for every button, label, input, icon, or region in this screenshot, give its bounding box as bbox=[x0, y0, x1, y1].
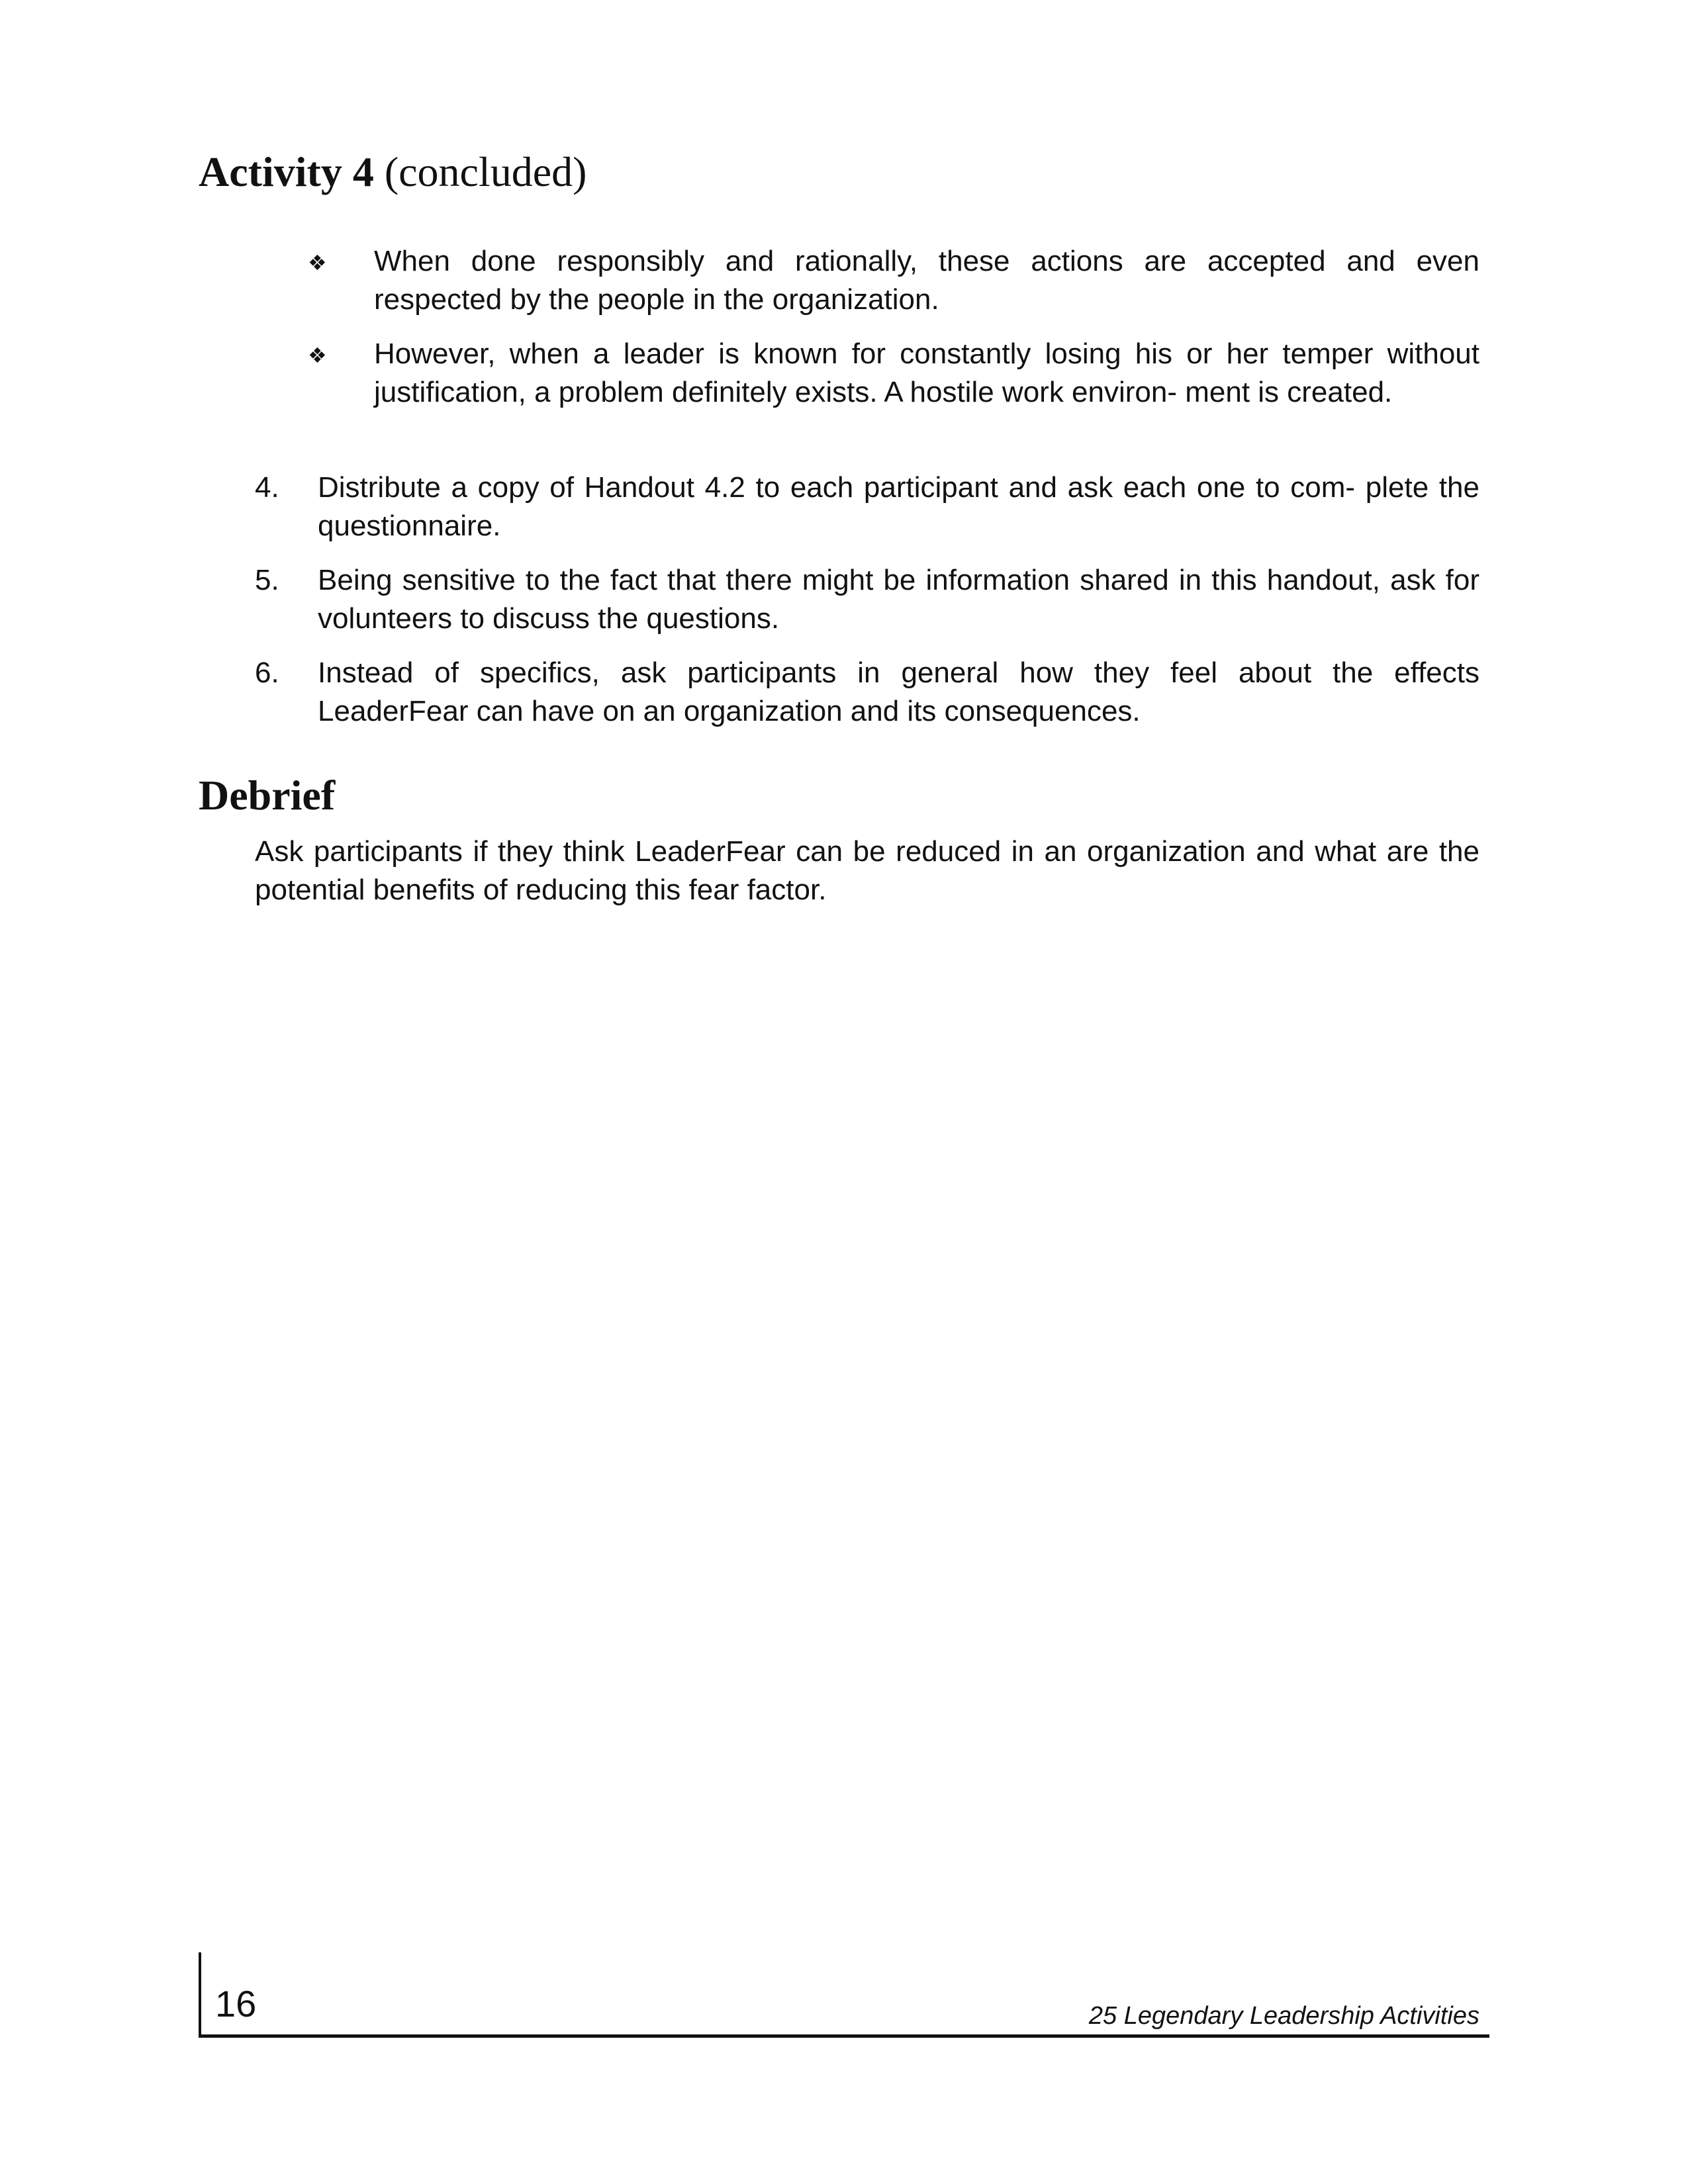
footer-horizontal-rule bbox=[199, 2034, 1489, 2038]
activity-heading-bold: Activity 4 bbox=[199, 148, 374, 195]
book-title: 25 Legendary Leadership Activities bbox=[1088, 2002, 1479, 2030]
bullet-text: However, when a leader is known for constantly losing his or her temper without justification, a problem definitely exists. A hostile work environ- ment is created. bbox=[374, 338, 1479, 408]
bullet-item bbox=[301, 335, 1479, 412]
step-item bbox=[255, 469, 1479, 545]
step-number: 4. bbox=[255, 471, 279, 504]
numbered-steps bbox=[255, 469, 1479, 747]
step-item bbox=[255, 654, 1479, 731]
debrief-heading: Debrief bbox=[199, 772, 336, 819]
activity-heading-rest: (concluded) bbox=[373, 148, 587, 195]
step-number: 6. bbox=[255, 657, 279, 689]
bullet-text: When done responsibly and rationally, these actions are accepted and even respected by the people in the organization. bbox=[374, 245, 1479, 316]
bullet-list bbox=[301, 242, 1479, 428]
bullet-item bbox=[301, 242, 1479, 319]
step-item bbox=[255, 561, 1479, 638]
footer-vertical-rule bbox=[199, 1952, 201, 2037]
activity-heading bbox=[199, 148, 587, 195]
diamond-bullet-icon: ❖ bbox=[308, 250, 327, 275]
diamond-bullet-icon: ❖ bbox=[308, 343, 327, 368]
page-number: 16 bbox=[215, 1983, 257, 2025]
step-text: Being sensitive to the fact that there might be information shared in this handout, ask for volunteers to discuss the questions. bbox=[318, 564, 1479, 635]
debrief-text: Ask participants if they think LeaderFear can be reduced in an organization and what are the potential benefits of reducing this fear factor. bbox=[255, 835, 1479, 906]
step-text: Instead of specifics, ask participants in general how they feel about the effects LeaderFear can have on an organization and its consequences. bbox=[318, 657, 1479, 727]
step-text: Distribute a copy of Handout 4.2 to each participant and ask each one to com- plete the questionnaire. bbox=[318, 471, 1479, 542]
step-number: 5. bbox=[255, 564, 279, 596]
